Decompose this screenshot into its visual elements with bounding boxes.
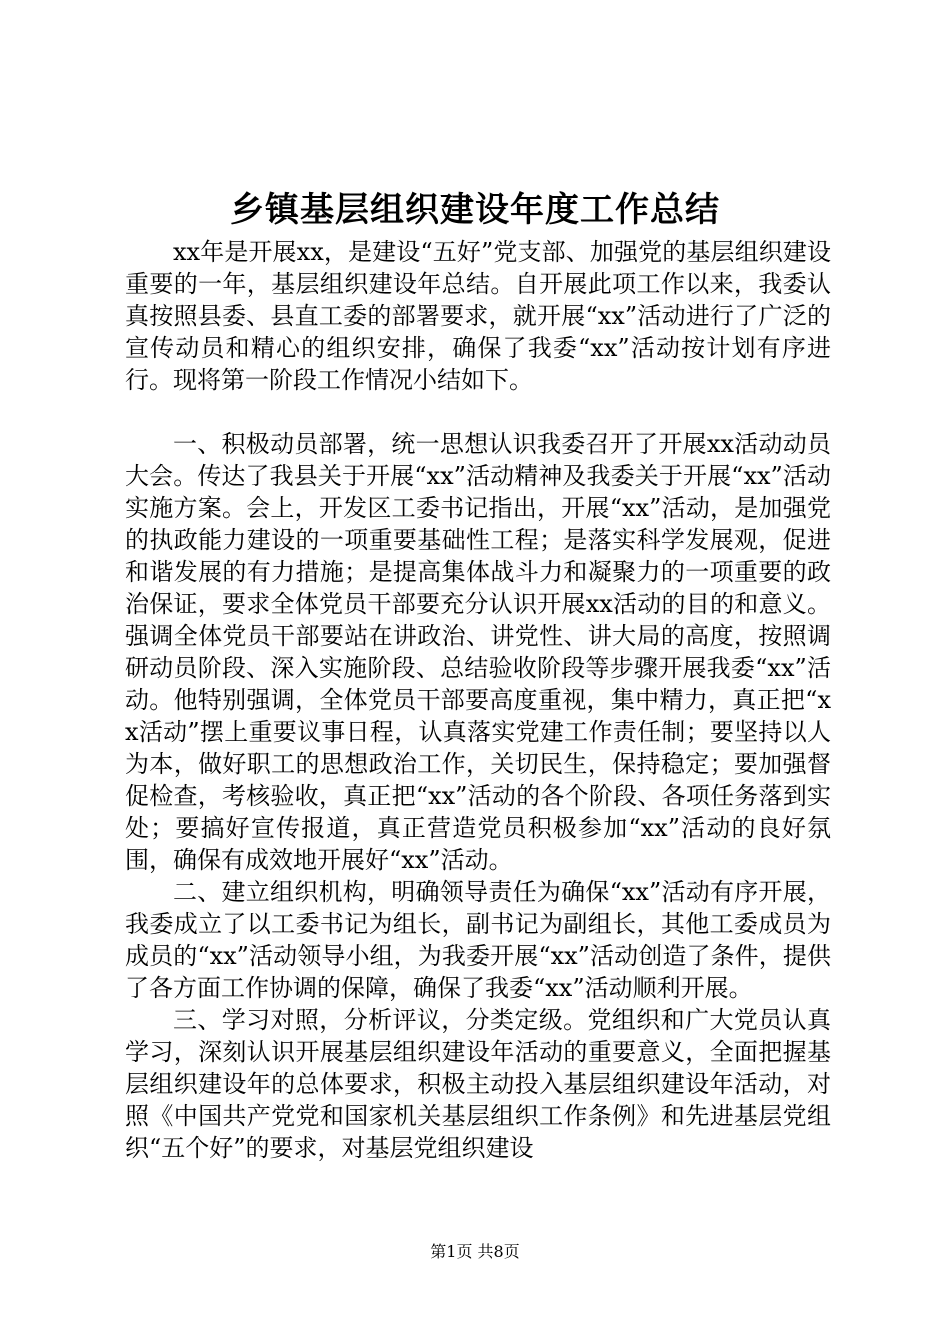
- document-title: 乡镇基层组织建设年度工作总结: [230, 190, 720, 230]
- paragraph-section-1: 一、积极动员部署，统一思想认识我委召开了开展xx活动动员大会。传达了我县关于开展“xx”活动精神及我委关于开展“xx”活动实施方案。会上，开发区工委书记指出，开展“xx”活动，是加强党的执政能力建设的一项重要基础性工程；是落实科学发展观，促进和谐发展的有力措施；是提高集体战斗力和凝聚力的一项重要的政治保证，要求全体党员干部要充分认识开展xx活动的目的和意义。强调全体党员干部要站在讲政治、讲党性、讲大局的高度，按照调研动员阶段、深入实施阶段、总结验收阶段等步骤开展我委“xx”活动。他特别强调，全体党员干部要高度重视，集中精力，真正把“xx活动”摆上重要议事日程，认真落实党建工作责任制；要坚持以人为本，做好职工的思想政治工作，关切民生，保持稳定；要加强督促检查，考核验收，真正把“xx”活动的各个阶段、各项任务落到实处；要搞好宣传报道，真正营造党员积极参加“xx”活动的良好氛围，确保有成效地开展好“xx”活动。: [125, 430, 831, 874]
- paragraph-intro: xx年是开展xx，是建设“五好”党支部、加强党的基层组织建设重要的一年，基层组织建设年总结。自开展此项工作以来，我委认真按照县委、县直工委的部署要求，就开展“xx”活动进行了广泛的宣传动员和精心的组织安排，确保了我委“xx”活动按计划有序进行。现将第一阶段工作情况小结如下。: [125, 238, 831, 394]
- paragraph-section-3: 三、学习对照，分析评议，分类定级。党组织和广大党员认真学习，深刻认识开展基层组织建设年活动的重要意义，全面把握基层组织建设年的总体要求，积极主动投入基层组织建设年活动，对照《中国共产党党和国家机关基层组织工作条例》和先进基层党组织“五个好”的要求，对基层党组织建设: [125, 1006, 831, 1162]
- document-body: [125, 236, 831, 1164]
- paragraph-section-2: 二、建立组织机构，明确领导责任为确保“xx”活动有序开展，我委成立了以工委书记为组长，副书记为副组长，其他工委成员为成员的“xx”活动领导小组，为我委开展“xx”活动创造了条件，提供了各方面工作协调的保障，确保了我委“xx”活动顺利开展。: [125, 878, 831, 1002]
- page-number-footer: 第1页 共8页: [430, 1242, 520, 1261]
